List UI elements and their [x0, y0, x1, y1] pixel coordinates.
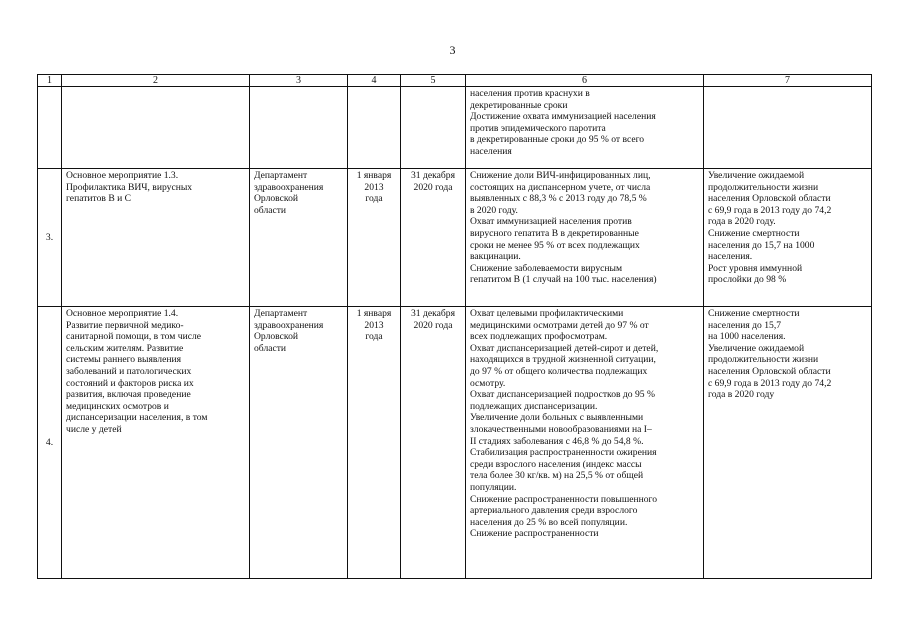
indicators-cell	[466, 169, 704, 307]
cell-line: Основное мероприятие 1.4.	[66, 308, 179, 319]
column-header: 2	[62, 75, 250, 87]
table-row	[38, 169, 872, 307]
cell-line: медицинских осмотров и	[66, 400, 169, 412]
cell-line: продолжительности жизни	[708, 181, 819, 193]
department-cell	[250, 307, 348, 579]
row-number: 4.	[38, 307, 62, 579]
cell-line: 2013	[364, 181, 384, 193]
department-cell	[250, 169, 348, 307]
cell-line: Увеличение ожидаемой	[708, 342, 805, 354]
measure-cell	[62, 87, 250, 169]
column-header: 6	[466, 75, 704, 87]
column-number-row	[38, 75, 872, 87]
cell-line: Снижение доли ВИЧ-инфицированных лиц,	[470, 170, 651, 181]
cell-line: здравоохранения	[254, 319, 324, 331]
cell-line: Департамент	[254, 308, 308, 319]
cell-line: здравоохранения	[254, 181, 324, 193]
start-date-cell	[348, 169, 401, 307]
cell-line: вакцинации.	[470, 251, 521, 263]
table-row	[38, 307, 872, 579]
cell-line: 2020 года	[413, 181, 453, 193]
cell-line: Развитие первичной медико-	[66, 319, 184, 331]
cell-line: выявленных с 88,3 % с 2013 году до 78,5 %	[470, 193, 647, 205]
cell-line: населения до 15,7 на 1000	[708, 239, 815, 251]
page-number: 3	[449, 43, 456, 57]
cell-line: заболеваний и патологических	[66, 365, 192, 377]
cell-line: на 1000 населения.	[708, 331, 786, 343]
cell-line: года в 2020 году	[708, 389, 775, 401]
cell-line: гепатитом В (1 случай на 100 тыс. населения)	[470, 274, 657, 286]
cell-line: Достижение охвата иммунизацией населения	[470, 111, 656, 123]
cell-line: сроки не менее 95 % от всех подлежащих	[470, 239, 640, 251]
row-number: 3.	[38, 169, 62, 307]
cell-line: Охват иммунизацией населения против	[470, 216, 632, 228]
cell-line: населения до 15,7	[708, 319, 782, 331]
cell-line: 31 декабря	[411, 170, 455, 181]
cell-line: диспансеризации населения, в том	[66, 412, 208, 424]
measure-cell	[62, 307, 250, 579]
indicators-cell	[466, 87, 704, 169]
cell-line: популяции.	[470, 481, 517, 493]
cell-line: 2020 года	[413, 319, 453, 331]
cell-line: Департамент	[254, 170, 308, 181]
table-body	[38, 87, 872, 579]
cell-line: развития, включая проведение	[66, 389, 191, 401]
cell-line: Увеличение доли больных с выявленными	[470, 412, 644, 424]
cell-line: 1 января	[356, 170, 392, 181]
cell-line: состоящих на диспансерном учете, от числа	[470, 181, 651, 193]
cell-line: Орловской	[254, 331, 299, 343]
cell-line: года	[365, 331, 383, 343]
cell-line: всех подлежащих профосмотрам.	[470, 331, 608, 343]
cell-line: Снижение распространенности	[470, 528, 599, 540]
cell-line: года	[365, 193, 383, 205]
cell-line: находящихся в трудной жизненной ситуации,	[470, 354, 656, 366]
table-row	[38, 87, 872, 169]
cell-line: населения Орловской области	[708, 365, 831, 377]
cell-line: с 69,9 года в 2013 году до 74,2	[708, 377, 832, 389]
cell-line: вирусного гепатита В в декретированные	[470, 227, 639, 239]
cell-line: области	[254, 204, 287, 216]
cell-line: декретированные сроки	[470, 99, 568, 111]
end-date-cell	[401, 87, 466, 169]
cell-line: гепатитов В и С	[66, 193, 132, 205]
cell-line: продолжительности жизни	[708, 354, 819, 366]
cell-line: Профилактика ВИЧ, вирусных	[66, 181, 193, 193]
cell-line: населения.	[708, 251, 753, 263]
cell-line: в декретированные сроки до 95 % от всего	[470, 134, 645, 146]
cell-line: 1 января	[356, 308, 392, 319]
cell-line: Основное мероприятие 1.3.	[66, 170, 179, 181]
cell-line: Увеличение ожидаемой	[708, 170, 805, 181]
cell-line: злокачественными новообразованиями на I–	[470, 423, 652, 435]
cell-line: медицинскими осмотрами детей до 97 % от	[470, 319, 649, 331]
cell-line: артериального давления среди взрослого	[470, 505, 638, 517]
cell-line: сельским жителям. Развитие	[66, 342, 184, 354]
cell-line: состояний и факторов риска их	[66, 377, 194, 389]
cell-line: II стадиях заболевания с 46,8 % до 54,8 %.	[470, 435, 644, 447]
cell-line: в 2020 году.	[470, 204, 518, 216]
cell-line: среди взрослого населения (индекс массы	[470, 458, 642, 470]
results-cell	[704, 169, 872, 307]
column-header: 4	[348, 75, 401, 87]
cell-line: Орловской	[254, 193, 299, 205]
row-number	[38, 87, 62, 169]
column-header: 1	[38, 75, 62, 87]
cell-line: населения против краснухи в	[470, 88, 590, 99]
cell-line: Снижение распространенности повышенного	[470, 493, 658, 505]
cell-line: числе у детей	[66, 423, 122, 435]
cell-line: Снижение смертности	[708, 308, 800, 319]
indicators-cell	[466, 307, 704, 579]
cell-line: Стабилизация распространенности ожирения	[470, 447, 657, 459]
measure-cell	[62, 169, 250, 307]
cell-line: года в 2020 году.	[708, 216, 776, 228]
cell-line: подлежащих диспансеризации.	[470, 400, 598, 412]
cell-line: санитарной помощи, в том числе	[66, 331, 202, 343]
end-date-cell	[401, 307, 466, 579]
cell-line: Снижение смертности	[708, 227, 800, 239]
cell-line: населения Орловской области	[708, 193, 831, 205]
cell-line: Снижение заболеваемости вирусным	[470, 262, 623, 274]
cell-line: с 69,9 года в 2013 году до 74,2	[708, 204, 832, 216]
results-cell	[704, 87, 872, 169]
program-measures-table	[37, 74, 872, 579]
column-header: 3	[250, 75, 348, 87]
cell-line: до 97 % от общего количества подлежащих	[470, 365, 648, 377]
cell-line: тела более 30 кг/кв. м) на 25,5 % от общей	[470, 470, 644, 482]
end-date-cell	[401, 169, 466, 307]
start-date-cell	[348, 307, 401, 579]
cell-line: 31 декабря	[411, 308, 455, 319]
column-header: 7	[704, 75, 872, 87]
cell-line: осмотру.	[470, 377, 506, 389]
cell-line: прослойки до 98 %	[708, 274, 787, 286]
cell-line: Охват целевыми профилактическими	[470, 308, 624, 319]
cell-line: 2013	[364, 319, 384, 331]
cell-line: Рост уровня иммунной	[708, 262, 803, 274]
cell-line: Охват диспансеризацией подростков до 95 %	[470, 389, 655, 401]
cell-line: системы раннего выявления	[66, 354, 182, 366]
cell-line: против эпидемического паротита	[470, 122, 606, 134]
column-header: 5	[401, 75, 466, 87]
department-cell	[250, 87, 348, 169]
cell-line: области	[254, 342, 287, 354]
results-cell	[704, 307, 872, 579]
cell-line: населения	[470, 145, 512, 157]
start-date-cell	[348, 87, 401, 169]
cell-line: населения до 25 % во всей популяции.	[470, 516, 628, 528]
cell-line: Охват диспансеризацией детей-сирот и детей,	[470, 342, 659, 354]
